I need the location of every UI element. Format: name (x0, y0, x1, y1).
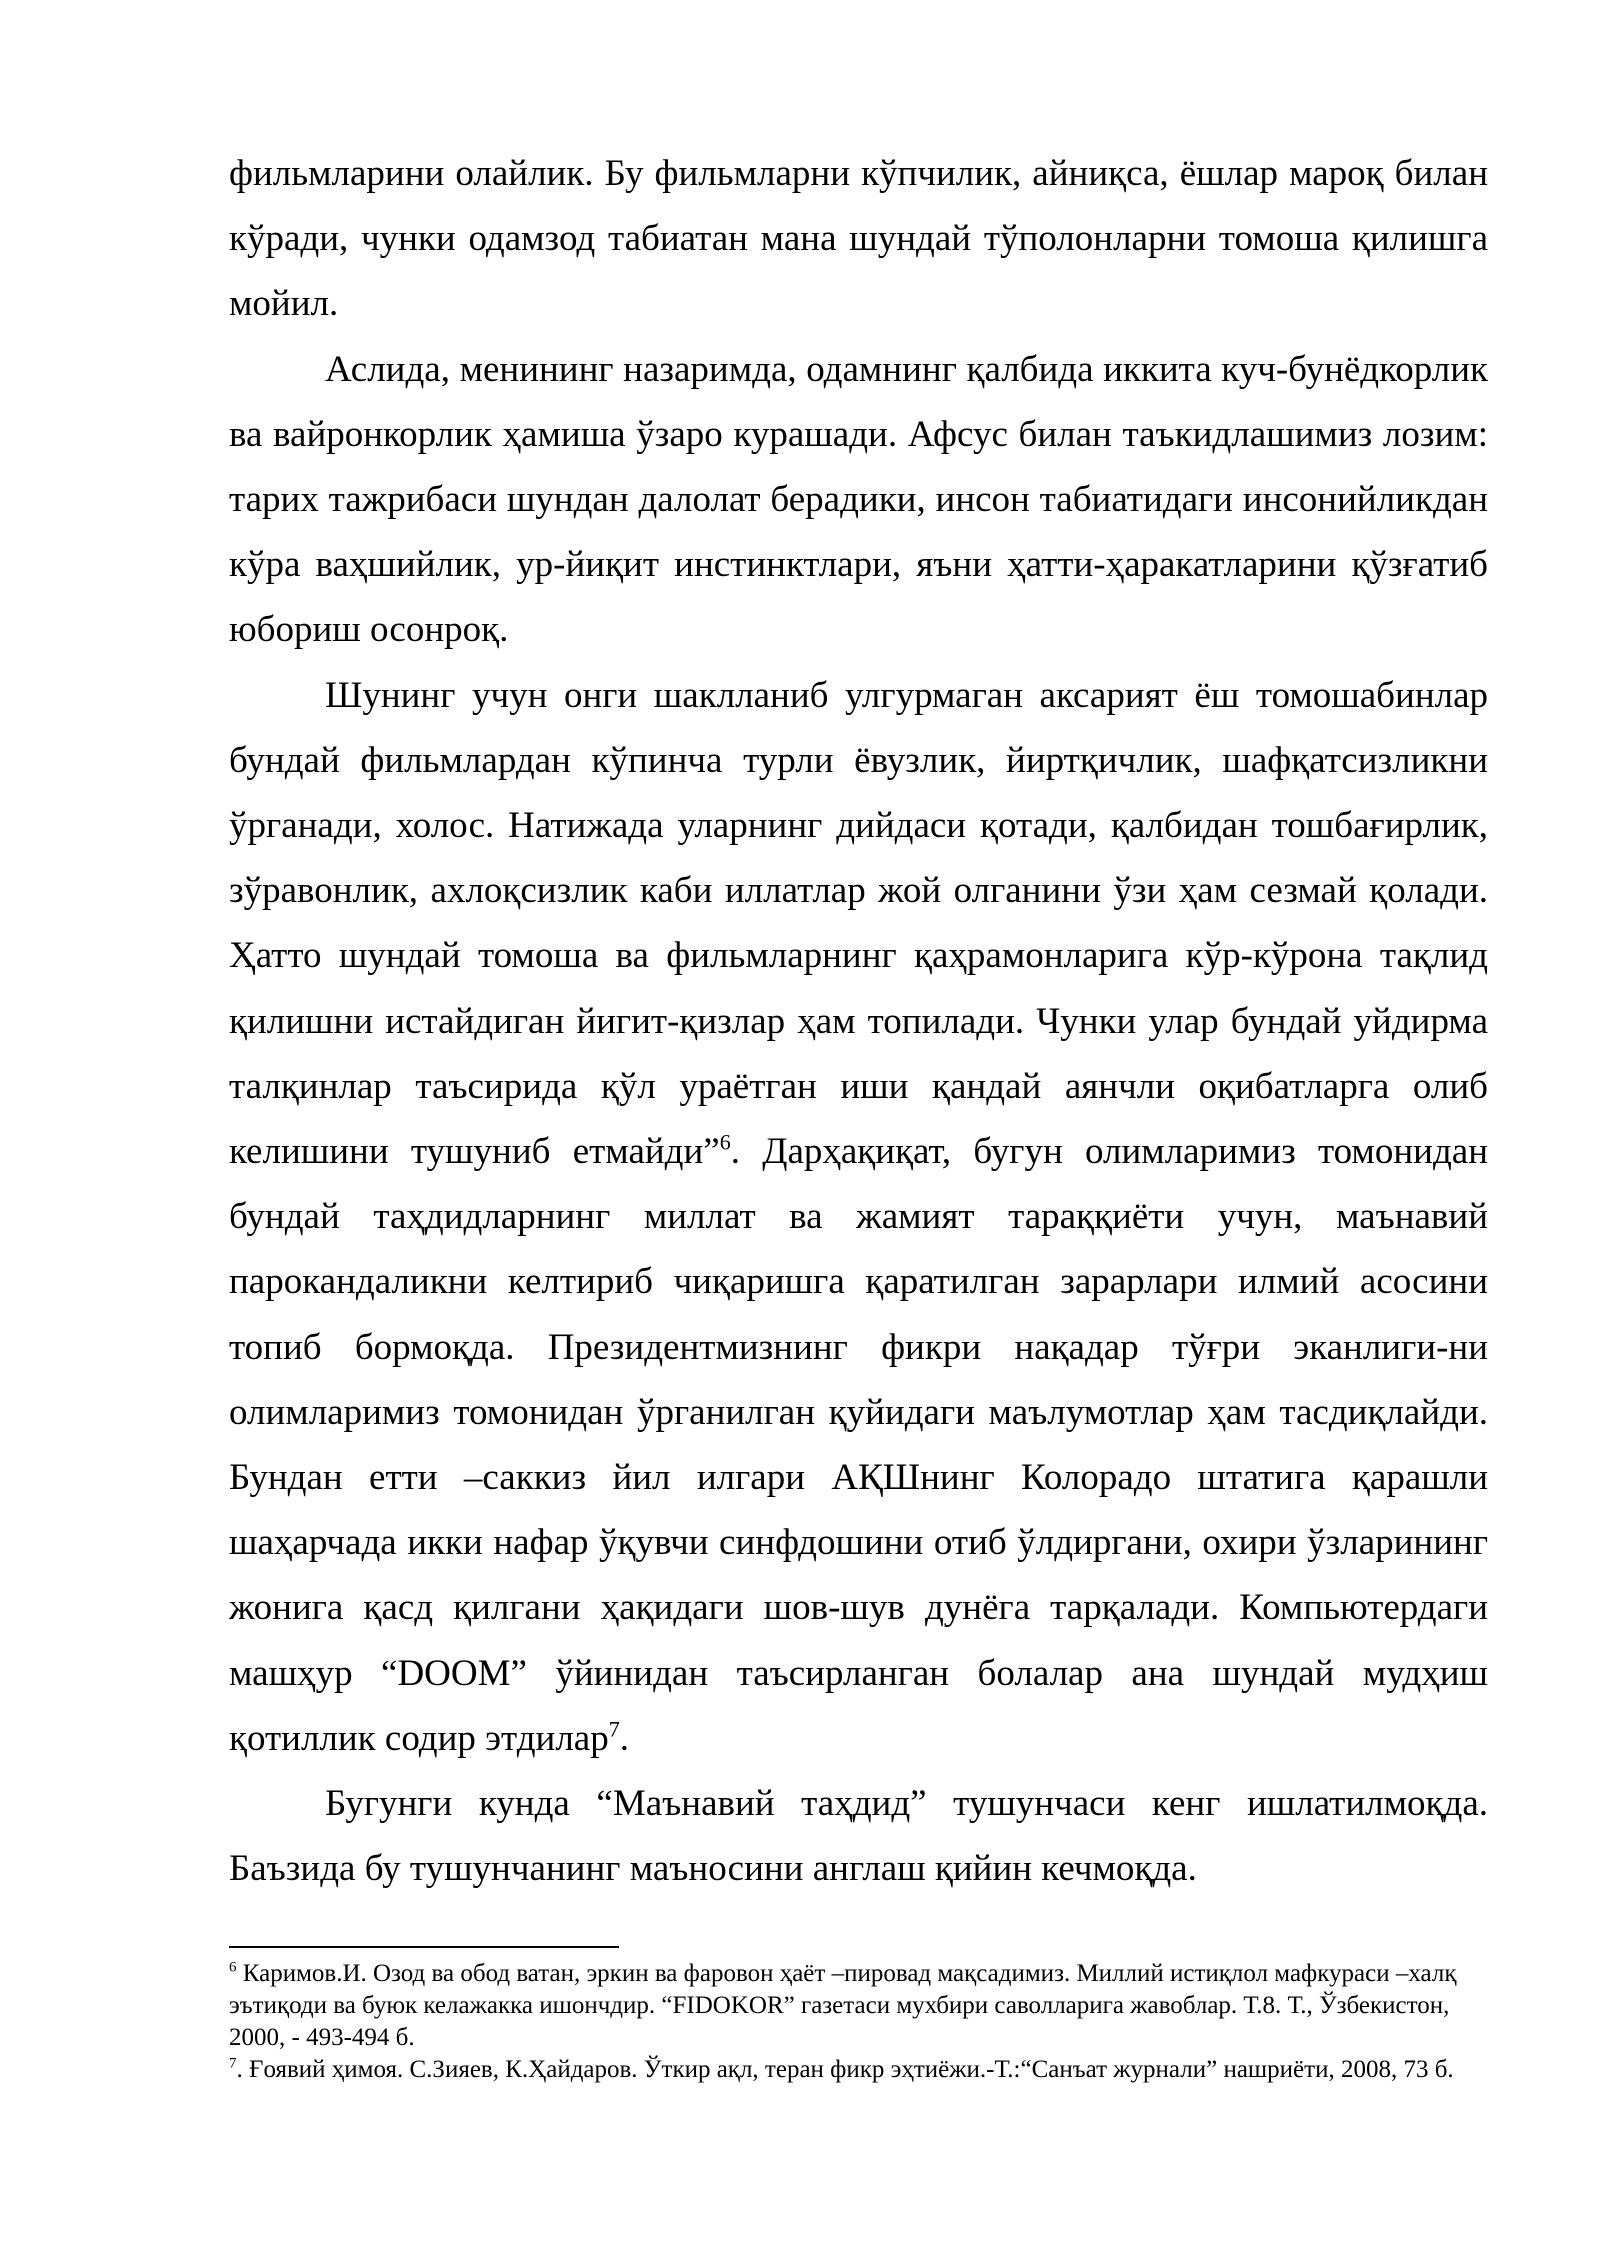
footnote-ref-7[interactable]: 7 (608, 1716, 620, 1742)
paragraph-1: фильмларини олайлик. Бу фильмларни кўпчилик, айниқса, ёшлар мароқ билан кўради, чунки одамзод табиатан мана шундай тўполонларни томоша қилишга мойил. (229, 153, 1488, 325)
footnote-mark-6: 6 (229, 1959, 237, 1976)
footnote-7-text: . Ғоявий ҳимоя. С.Зияев, К.Ҳайдаров. Ўткир ақл, теран фикр эҳтиёжи.-Т.:“Санъат журнали” нашриёти, 2008, 73 б. (236, 2056, 1454, 2083)
footnote-6-text: Каримов.И. Озод ва обод ватан, эркин ва фаровон ҳаёт –пировад мақсадимиз. Миллий истиқлол мафкураси –халқ эътиқоди ва буюк келажакка ишончдир. “FIDOKOR” газетаси мухбири саволларига жавоблар. Т.8. Т., Ўзбекистон, 2000, - 493-494 б. (229, 1960, 1457, 2051)
paragraph-3 (229, 663, 1488, 1771)
footnote-separator (229, 1946, 619, 1948)
paragraph-2: Аслида, менининг назаримда, одамнинг қалбида иккита куч-бунёдкорлик ва вайронкорлик ҳамиша ўзаро курашади. Афсус билан таъкидлашимиз лозим: тарих тажрибаси шундан далолат берадики, инсон табиатидаги инсонийликдан кўра ваҳшийлик, ур-йиқит инстинктлари, яъни ҳатти-ҳаракатларини қўзғатиб юбориш осонроқ. (229, 348, 1488, 651)
footnote-ref-6[interactable]: 6 (719, 1129, 731, 1155)
paragraph-3-text-b: . Дарҳақиқат, бугун олимларимиз томонидан бундай таҳдидларнинг миллат ва жамият тараққиёти учун, маънавий парокандаликни келтириб чиқаришга қаратилган зарарлари илмий асосини топиб бормоқда. Президентмизнинг фикри нақадар тўғри эканлиги-ни олимларимиз томонидан ўрганилган қуйидаги маълумотлар ҳам тасдиқлайди. Бундан етти –саккиз йил илгари АҚШнинг Колорадо штатига қарашли шаҳарчада икки нафар ўқувчи синфдошини отиб ўлдиргани, охири ўзларининг жонига қасд қилгани ҳақидаги шов-шув дунёга тарқалади. Компьютердаги машҳур “DOOM” ўйинидан таъсирланган болалар ана шундай мудҳиш қотиллик содир этдилар (229, 1131, 1488, 1759)
paragraph-3-text-a: Шунинг учун онги шаклланиб улгурмаган аксарият ёш томошабинлар бундай фильмлардан кўпинча турли ёвузлик, йиртқичлик, шафқатсизликни ўрганади, холос. Натижада уларнинг дийдаси қотади, қалбидан тошбағирлик, зўравонлик, ахлоқсизлик каби иллатлар жой олганини ўзи ҳам сезмай қолади. Ҳатто шундай томоша ва фильмларнинг қаҳрамонларига кўр-кўрона тақлид қилишни истайдиган йигит-қизлар ҳам топилади. Чунки улар бундай уйдирма талқинлар таъсирида қўл ураётган иши қандай аянчли оқибатларга олиб келишини тушуниб етмайди” (229, 674, 1488, 1173)
footnotes (229, 1958, 1488, 2086)
footnote-7 (229, 2054, 1488, 2086)
paragraph-4: Бугунги кунда “Маънавий таҳдид” тушунчаси кенг ишлатилмоқда. Баъзида бу тушунчанинг маъносини англаш қийин кечмоқда. (229, 1783, 1488, 1890)
body-text (229, 141, 1488, 1901)
footnote-mark-7: 7 (229, 2055, 237, 2072)
footnote-6 (229, 1958, 1488, 2054)
paragraph-3-text-c: . (619, 1717, 629, 1759)
